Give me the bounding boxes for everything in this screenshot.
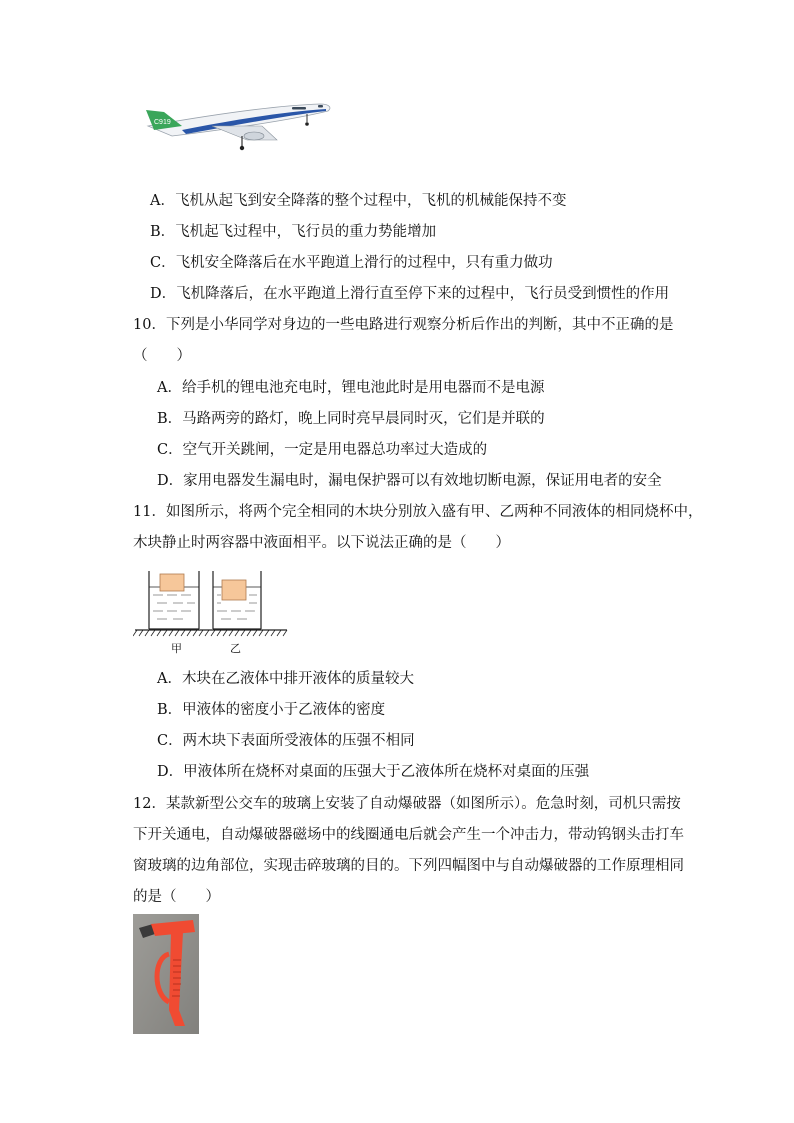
- figure-label-jia: 甲: [171, 642, 182, 655]
- plane-tail-text: C919: [154, 119, 171, 126]
- beakers-figure: [133, 565, 289, 657]
- q12-stem-line2: 下开关通电，自动爆破器磁场中的线圈通电后就会产生一个冲击力，带动钨钢头击打车: [133, 827, 684, 843]
- q10-option-c: C．空气开关跳闸，一定是用电器总功率过大造成的: [157, 442, 488, 458]
- q9-option-a: A．飞机从起飞到安全降落的整个过程中，飞机的机械能保持不变: [150, 193, 567, 209]
- beaker-jia: [149, 571, 199, 629]
- wood-block-jia: [160, 574, 184, 591]
- q9-option-d: D．飞机降落后，在水平跑道上滑行直至停下来的过程中，飞行员受到惯性的作用: [150, 286, 670, 302]
- q11-option-b: B．甲液体的密度小于乙液体的密度: [157, 702, 386, 718]
- q10-stem: 10．下列是小华同学对身边的一些电路进行观察分析后作出的判断，其中不正确的是: [133, 317, 674, 333]
- q11-stem-line2: 木块静止时两容器中液面相平。以下说法正确的是（ ）: [133, 535, 510, 551]
- q11-option-d: D．甲液体所在烧杯对桌面的压强大于乙液体所在烧杯对桌面的压强: [157, 764, 590, 780]
- q10-option-b: B．马路两旁的路灯，晚上同时亮早晨同时灭，它们是并联的: [157, 411, 545, 427]
- q12-stem-line4: 的是（ ）: [133, 889, 220, 905]
- safety-hammer-image: [133, 914, 199, 1034]
- q10-option-a: A．给手机的锂电池充电时，锂电池此时是用电器而不是电源: [157, 380, 545, 396]
- q11-option-a: A．木块在乙液体中排开液体的质量较大: [157, 671, 414, 687]
- q11-stem-line1: 11．如图所示，将两个完全相同的木块分别放入盛有甲、乙两种不同液体的相同烧杯中，: [133, 504, 703, 520]
- wood-block-yi: [222, 580, 246, 600]
- figure-label-yi: 乙: [230, 642, 241, 655]
- q12-stem-line3: 窗玻璃的边角部位，实现击碎玻璃的目的。下列四幅图中与自动爆破器的工作原理相同: [133, 858, 684, 874]
- airplane-image: [142, 96, 334, 154]
- q11-option-c: C．两木块下表面所受液体的压强不相同: [157, 733, 415, 749]
- q10-option-d: D．家用电器发生漏电时，漏电保护器可以有效地切断电源，保证用电者的安全: [157, 473, 662, 489]
- q12-stem-line1: 12．某款新型公交车的玻璃上安装了自动爆破器（如图所示）。危急时刻，司机只需按: [133, 796, 681, 812]
- beaker-yi: [213, 571, 261, 629]
- q10-blank: （ ）: [133, 348, 191, 364]
- q9-option-b: B．飞机起飞过程中，飞行员的重力势能增加: [150, 224, 437, 240]
- q9-option-c: C．飞机安全降落后在水平跑道上滑行的过程中，只有重力做功: [150, 255, 553, 271]
